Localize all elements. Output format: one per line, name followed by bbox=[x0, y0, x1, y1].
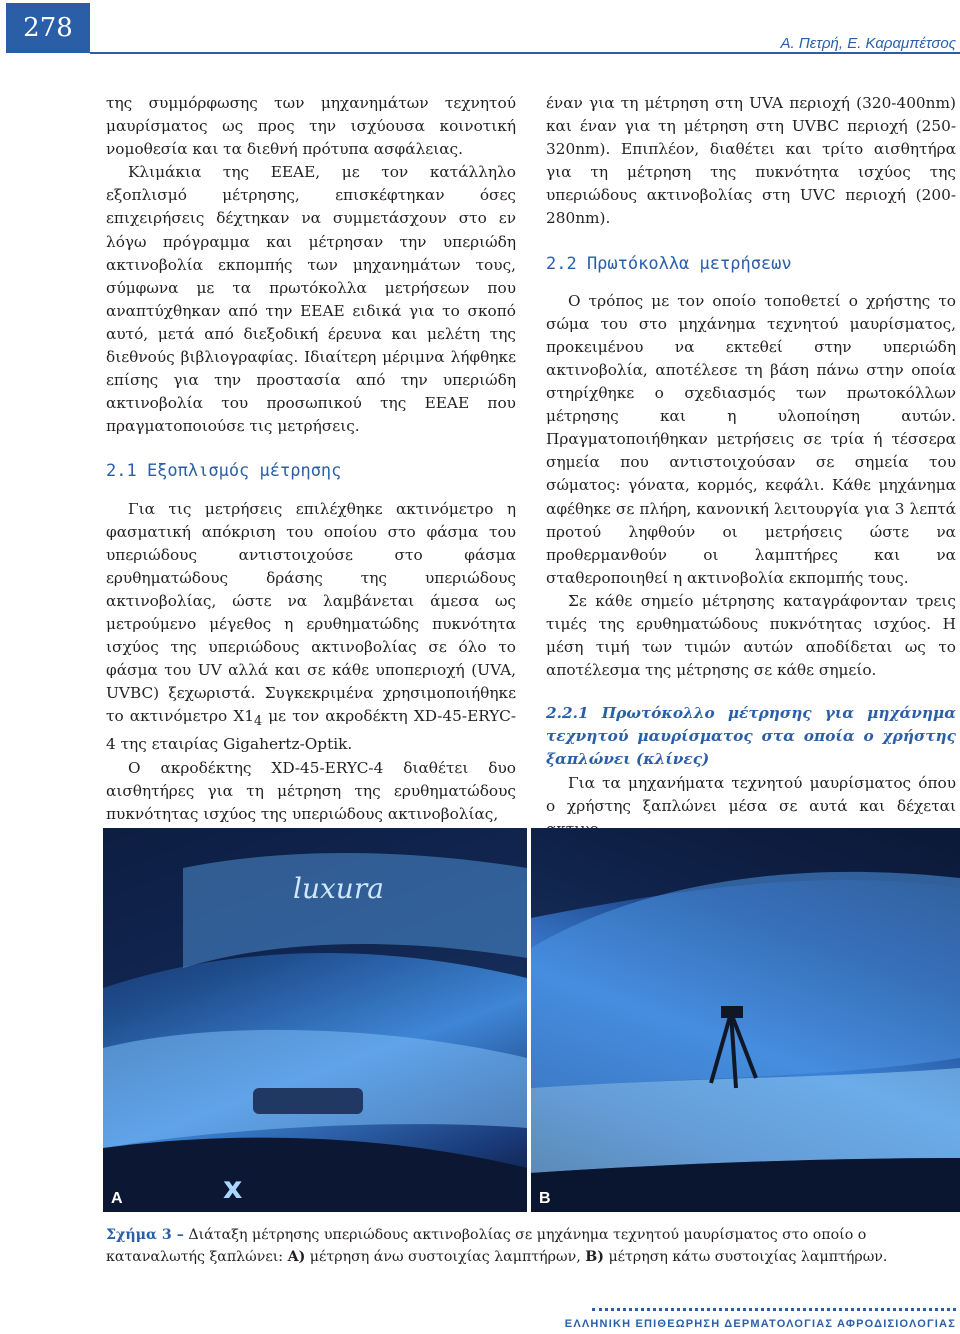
paragraph-text: Για τις μετρήσεις επιλέχθηκε ακτινόμετρο η φασματική απόκριση του οποίου στο φάσμα του υπεριώδους αντιστοιχούσε στο φάσμα ερυθηματώδους δράσης της υπεριώδους ακτινοβολίας, ώστε να λαμβάνεται άμεσα ως μετρούμενο μέγεθος η ερυθηματώδης πυκνότητα ισχύος της υπεριώδους ακτινοβολίας σε όλο το φάσμα του UV αλλά και σε κάθε υποπεριοχή (UVA, UVBC) ξεχωριστά. Συγκεκριμένα χρησιμοποιήθηκε το ακτινόμετρο X1 bbox=[106, 499, 516, 726]
brand-mark-icon: x bbox=[223, 1171, 243, 1206]
paragraph: Ο τρόπος με τον οποίο τοποθετεί ο χρήστης το σώμα του στο μηχάνημα τεχνητού μαυρίσματος, προκειμένου να εκτεθεί στην υπεριώδη ακτινοβολία, αποτέλεσε τη βάση πάνω στην οποία στηρίχθηκε ο σχεδιασμός των πρωτοκόλλων μέτρησης και η υλοποίηση αυτών. Πραγματοποιήθηκαν μετρήσεις σε τρία ή τέσσερα σημεία που αντιστοιχούσαν σε σημεία του σώματος: γόνατα, κορμός, κεφάλι. Κάθε μηχάνημα αφέθηκε σε πλήρη, κανονική λειτουργία για 3 λεπτά προτού ληφθούν οι μετρήσεις ώστε να προθερμανθούν οι λαμπτήρες και να σταθεροποιηθεί η ακτινοβολία εκπομπής τους. bbox=[546, 291, 956, 587]
paragraph: της συμμόρφωσης των μηχανημάτων τεχνητού μαυρίσματος ως προς την ισχύουσα κοινοτική νομοθεσία και τα διεθνή πρότυπα ασφάλειας. bbox=[106, 94, 516, 159]
page-number: 278 bbox=[6, 3, 90, 53]
subsection-heading: 2.2.1 Πρωτόκολλο μέτρησης για μηχάνημα τεχνητού μαυρίσματος στα οποία ο χρήστης ξαπλώνει (κλίνες) bbox=[546, 704, 956, 769]
caption-label: Σχήμα 3 – bbox=[106, 1227, 184, 1243]
paragraph: Για τα μηχανήματα τεχνητού μαυρίσματος όπου ο χρήστης ξαπλώνει μέσα σε αυτά και δέχεται bbox=[546, 773, 956, 815]
photo-label: A bbox=[111, 1190, 123, 1207]
figure-photo-b bbox=[531, 828, 960, 1212]
caption-text: Διάταξη μέτρησης υπεριώδους ακτινοβολίας σε μηχάνημα τεχνητού μαυρίσματος στο οποίο ο καταναλωτής ξαπλώνει: bbox=[106, 1227, 867, 1265]
paragraph: Κλιμάκια της ΕΕΑΕ, με τον κατάλληλο εξοπλισμό μέτρησης, επισκέφτηκαν όσες επιχειρήσεις δέχτηκαν να συμμετάσχουν στο εν λόγω πρόγραμμα και μέτρησαν την υπεριώδη ακτινοβολία εκπομπής των μηχανημάτων τους, σύμφωνα με τα πρωτόκολλα μετρήσεων που αναπτύχθηκαν από την ΕΕΑΕ ειδικά για το σκοπό αυτό, μετά από διεξοδική έρευνα και μελέτη της διεθνούς βιβλιογραφίας. Ιδιαίτερη μέριμνα λήφθηκε επίσης για την προστασία από την υπεριώδη ακτινοβολία του προσωπικού της ΕΕΑΕ που πραγματοποιούσε τις μετρήσεις. bbox=[106, 163, 516, 436]
paragraph: Σε κάθε σημείο μέτρησης καταγράφονταν τρεις τιμές της ερυθηματώδους πυκνότητας ισχύος. Η μέση τιμή των τιμών αυτών αποδίδεται ως το αποτέλεσμα της μέτρησης σε κάθε σημείο. bbox=[546, 591, 956, 680]
paragraph bbox=[106, 498, 516, 757]
luxura-logo: luxura bbox=[293, 872, 384, 905]
figure-photo-a bbox=[103, 828, 527, 1212]
right-column bbox=[546, 92, 956, 841]
subscript: 4 bbox=[253, 714, 263, 730]
caption-ref-a: A) bbox=[287, 1249, 306, 1265]
section-heading: 2.1 Εξοπλισμός μέτρησης bbox=[106, 461, 342, 482]
paragraph-text: με τον ακροδέκτη XD-45-ERYC-4 της εταιρίας Gigahertz-Optik. bbox=[106, 707, 516, 754]
paragraph: έναν για τη μέτρηση στη UVA περιοχή (320-400nm) και έναν για τη μέτρηση στη UVBC περιοχή (250-320nm). Επιπλέον, διαθέτει και τρίτο αισθητήρα για τη μέτρηση της πυκνότητα ισχύος της υπεριώδους ακτινοβολίας στη UVC περιοχή (200-280nm). bbox=[546, 94, 956, 228]
photo-label: B bbox=[539, 1190, 551, 1207]
footer-rule bbox=[592, 1308, 956, 1311]
caption-text: μέτρηση κάτω συστοιχίας λαμπτήρων. bbox=[603, 1249, 888, 1265]
running-head: Α. Πετρή, Ε. Καραμπέτσος bbox=[780, 35, 956, 52]
figure-caption bbox=[106, 1224, 956, 1268]
header-rule bbox=[90, 52, 960, 54]
tanning-bed-open-illustration bbox=[103, 828, 527, 1212]
journal-footer: ΕΛΛΗΝΙΚΗ ΕΠΙΘΕΩΡΗΣΗ ΔΕΡΜΑΤΟΛΟΓΙΑΣ ΑΦΡΟΔΙΣΙΟΛΟΓΙΑΣ bbox=[564, 1318, 956, 1330]
section-heading: 2.2 Πρωτόκολλα μετρήσεων bbox=[546, 253, 792, 274]
tanning-bed-lower-illustration bbox=[531, 828, 960, 1212]
paragraph: Ο ακροδέκτης XD-45-ERYC-4 διαθέτει δυο αισθητήρες για τη μέτρηση της ερυθηματώδους πυκνότητας ισχύος της υπεριώδους ακτινοβολίας, bbox=[106, 758, 516, 823]
caption-text: μέτρηση άνω συστοιχίας λαμπτήρων, bbox=[305, 1249, 586, 1265]
caption-ref-b: B) bbox=[585, 1249, 604, 1265]
left-column bbox=[106, 92, 516, 826]
